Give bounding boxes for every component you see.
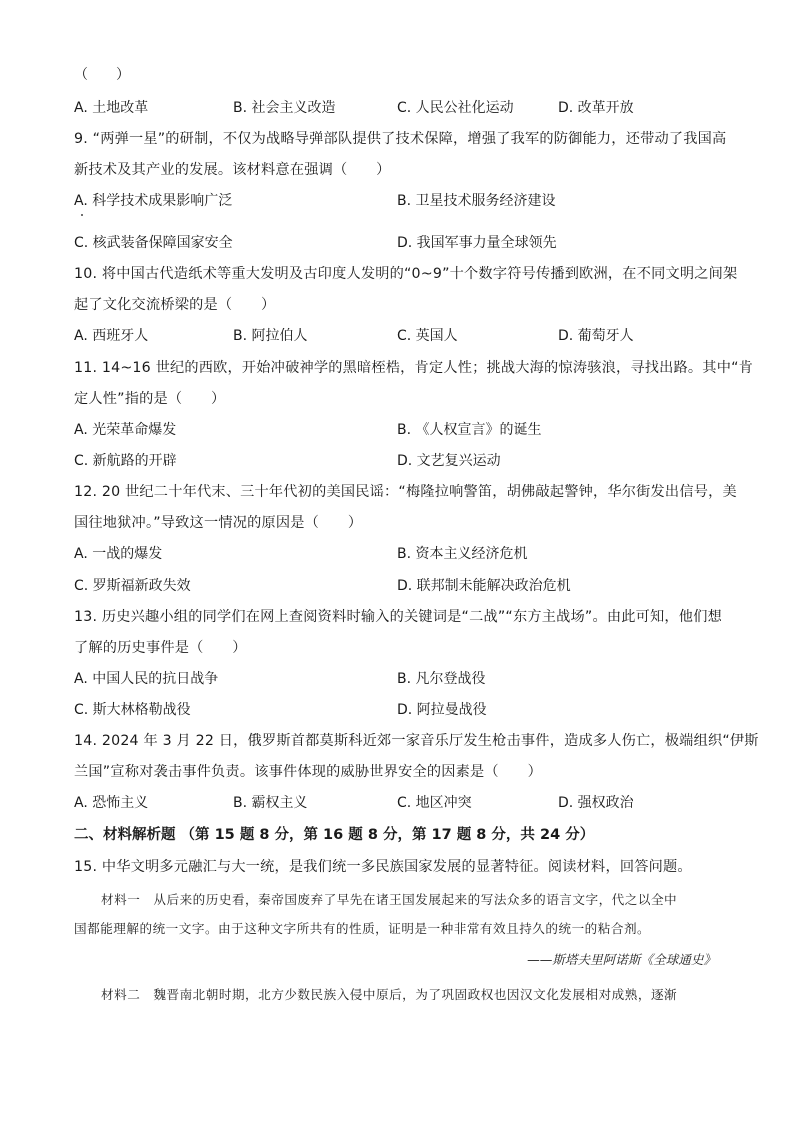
q8-stem-tail: （ ） bbox=[74, 67, 130, 83]
q10-option-d: D. 葡萄牙人 bbox=[558, 328, 634, 344]
q10-option-c: C. 英国人 bbox=[397, 328, 458, 344]
q11-option-b: B. 《人权宣言》的诞生 bbox=[397, 422, 542, 438]
q8-option-b: B. 社会主义改造 bbox=[233, 100, 336, 116]
q10-option-a: A. 西班牙人 bbox=[74, 328, 149, 344]
q9-stem-line1: 9. “两弹一星”的研制，不仅为战略导弹部队提供了技术保障，增强了我军的防御能力，还带动了我国高 bbox=[74, 131, 727, 147]
q10-option-b: B. 阿拉伯人 bbox=[233, 328, 308, 344]
q8-option-a: A. 土地改革 bbox=[74, 100, 149, 116]
q13-option-b: B. 凡尔登战役 bbox=[397, 671, 486, 687]
q13-stem-line2: 了解的历史事件是（ ） bbox=[74, 640, 247, 656]
q12-option-c: C. 罗斯福新政失效 bbox=[74, 578, 191, 594]
q8-option-d: D. 改革开放 bbox=[558, 100, 634, 116]
material-1-line1: 材料一 从后来的历史看，秦帝国废弃了早先在诸王国发展起来的写法众多的语言文字，代之以全中 bbox=[101, 892, 678, 907]
q12-option-a: A. 一战的爆发 bbox=[74, 546, 163, 562]
q12-stem-line1: 12. 20 世纪二十年代末、三十年代初的美国民谣：“梅隆拉响警笛，胡佛敲起警钟，华尔街发出信号，美 bbox=[74, 484, 737, 500]
q15-stem: 15. 中华文明多元融汇与大一统，是我们统一多民族国家发展的显著特征。阅读材料，回答问题。 bbox=[74, 859, 692, 875]
q14-stem-line2: 兰国”宣称对袭击事件负责。该事件体现的威胁世界安全的因素是（ ） bbox=[74, 764, 542, 780]
q13-option-d: D. 阿拉曼战役 bbox=[397, 702, 487, 718]
q13-stem-line1: 13. 历史兴趣小组的同学们在网上查阅资料时输入的关键词是“二战”“东方主战场”。由此可知，他们想 bbox=[74, 609, 722, 625]
q14-option-a: A. 恐怖主义 bbox=[74, 795, 149, 811]
q12-stem-line2: 国往地狱冲。”导致这一情况的原因是（ ） bbox=[74, 515, 363, 531]
q8-option-c: C. 人民公社化运动 bbox=[397, 100, 514, 116]
q9-option-a: A. 科学技术成果影响广泛 bbox=[74, 193, 233, 209]
q11-stem-line1: 11. 14~16 世纪的西欧，开始冲破神学的黑暗桎梏，肯定人性；挑战大海的惊涛骇浪，寻找出路。其中“肯 bbox=[74, 360, 754, 376]
q13-option-c: C. 斯大林格勒战役 bbox=[74, 702, 191, 718]
q9-option-d: D. 我国军事力量全球领先 bbox=[397, 235, 557, 251]
material-1-line2: 国都能理解的统一文字。由于这种文字所共有的性质，证明是一种非常有效且持久的统一的粘合剂。 bbox=[74, 921, 651, 936]
q11-stem-line2: 定人性”指的是（ ） bbox=[74, 391, 226, 407]
q9-stem-line2: 新技术及其产业的发展。该材料意在强调（ ） bbox=[74, 162, 391, 178]
material-1-source: ——斯塔夫里阿诺斯《全球通史》 bbox=[527, 952, 716, 967]
q9-option-c: C. 核武装备保障国家安全 bbox=[74, 235, 233, 251]
q14-option-c: C. 地区冲突 bbox=[397, 795, 472, 811]
section-heading-2: 二、材料解析题 （第 15 题 8 分，第 16 题 8 分，第 17 题 8 分，共 24 分） bbox=[74, 827, 595, 843]
q14-option-d: D. 强权政治 bbox=[558, 795, 634, 811]
q12-option-b: B. 资本主义经济危机 bbox=[397, 546, 528, 562]
q9-option-b: B. 卫星技术服务经济建设 bbox=[397, 193, 556, 209]
q13-option-a: A. 中国人民的抗日战争 bbox=[74, 671, 219, 687]
q14-option-b: B. 霸权主义 bbox=[233, 795, 308, 811]
q11-option-c: C. 新航路的开辟 bbox=[74, 453, 177, 469]
q11-option-d: D. 文艺复兴运动 bbox=[397, 453, 501, 469]
q14-stem-line1: 14. 2024 年 3 月 22 日，俄罗斯首都莫斯科近郊一家音乐厅发生枪击事件，造成多人伤亡，极端组织“伊斯 bbox=[74, 733, 759, 749]
material-2-line1: 材料二 魏晋南北朝时期，北方少数民族入侵中原后，为了巩固政权也因汉文化发展相对成熟，逐渐 bbox=[101, 987, 678, 1002]
q10-stem-line2: 起了文化交流桥梁的是（ ） bbox=[74, 297, 276, 313]
q12-option-d: D. 联邦制未能解决政治危机 bbox=[397, 578, 571, 594]
q10-stem-line1: 10. 将中国古代造纸术等重大发明及古印度人发明的“0~9”十个数字符号传播到欧洲，在不同文明之间架 bbox=[74, 266, 738, 282]
q11-option-a: A. 光荣革命爆发 bbox=[74, 422, 177, 438]
stray-dot bbox=[81, 214, 83, 216]
